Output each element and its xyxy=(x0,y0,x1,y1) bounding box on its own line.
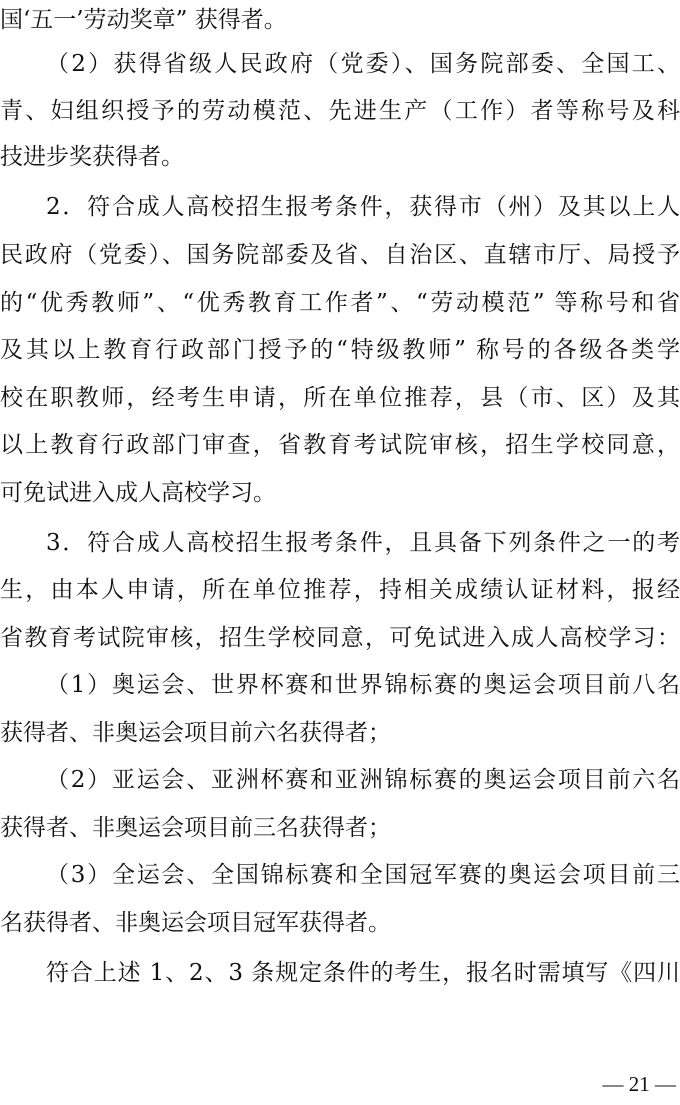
text-line-12: 3．符合成人高校招生报考条件，且具备下列条件之一的考 xyxy=(46,530,680,556)
text-line-4: 技进步奖获得者。 xyxy=(0,144,184,170)
text-line-10: 以上教育行政部门审查，省教育考试院审核，招生学校同意， xyxy=(0,432,680,458)
text-line-1: 国‘五一’劳动奖章” 获得者。 xyxy=(0,7,287,33)
text-line-19: （3）全运会、全国锦标赛和全国冠军赛的奥运会项目前三 xyxy=(46,862,680,888)
page-number: — 21 — xyxy=(602,1072,676,1096)
text-line-5: 2．符合成人高校招生报考条件，获得市（州）及其以上人 xyxy=(46,194,680,220)
text-line-13: 生，由本人申请，所在单位推荐，持相关成绩认证材料，报经 xyxy=(0,577,680,603)
text-line-9: 校在职教师，经考生申请，所在单位推荐，县（市、区）及其 xyxy=(0,385,680,411)
text-line-21: 符合上述 1、2、3 条规定条件的考生，报名时需填写《四川 xyxy=(46,960,680,986)
text-line-6: 民政府（党委）、国务院部委及省、自治区、直辖市厅、局授予 xyxy=(0,242,680,268)
text-line-2: （2）获得省级人民政府（党委）、国务院部委、全国工、 xyxy=(46,51,680,77)
text-line-11: 可免试进入成人高校学习。 xyxy=(0,480,276,506)
text-line-8: 及其以上教育行政部门授予的“特级教师” 称号的各级各类学 xyxy=(0,337,680,363)
text-line-17: （2）亚运会、亚洲杯赛和亚洲锦标赛的奥运会项目前六名 xyxy=(46,767,680,793)
text-line-15: （1）奥运会、世界杯赛和世界锦标赛的奥运会项目前八名 xyxy=(46,672,680,698)
text-line-18: 获得者、非奥运会项目前三名获得者； xyxy=(0,815,391,841)
text-line-7: 的“优秀教师”、“优秀教育工作者”、“劳动模范” 等称号和省 xyxy=(0,290,680,316)
text-line-20: 名获得者、非奥运会项目冠军获得者。 xyxy=(0,910,391,936)
text-line-3: 青、妇组织授予的劳动模范、先进生产（工作）者等称号及科 xyxy=(0,98,680,124)
text-line-14: 省教育考试院审核，招生学校同意，可免试进入成人高校学习： xyxy=(0,625,680,651)
text-line-16: 获得者、非奥运会项目前六名获得者； xyxy=(0,720,391,746)
